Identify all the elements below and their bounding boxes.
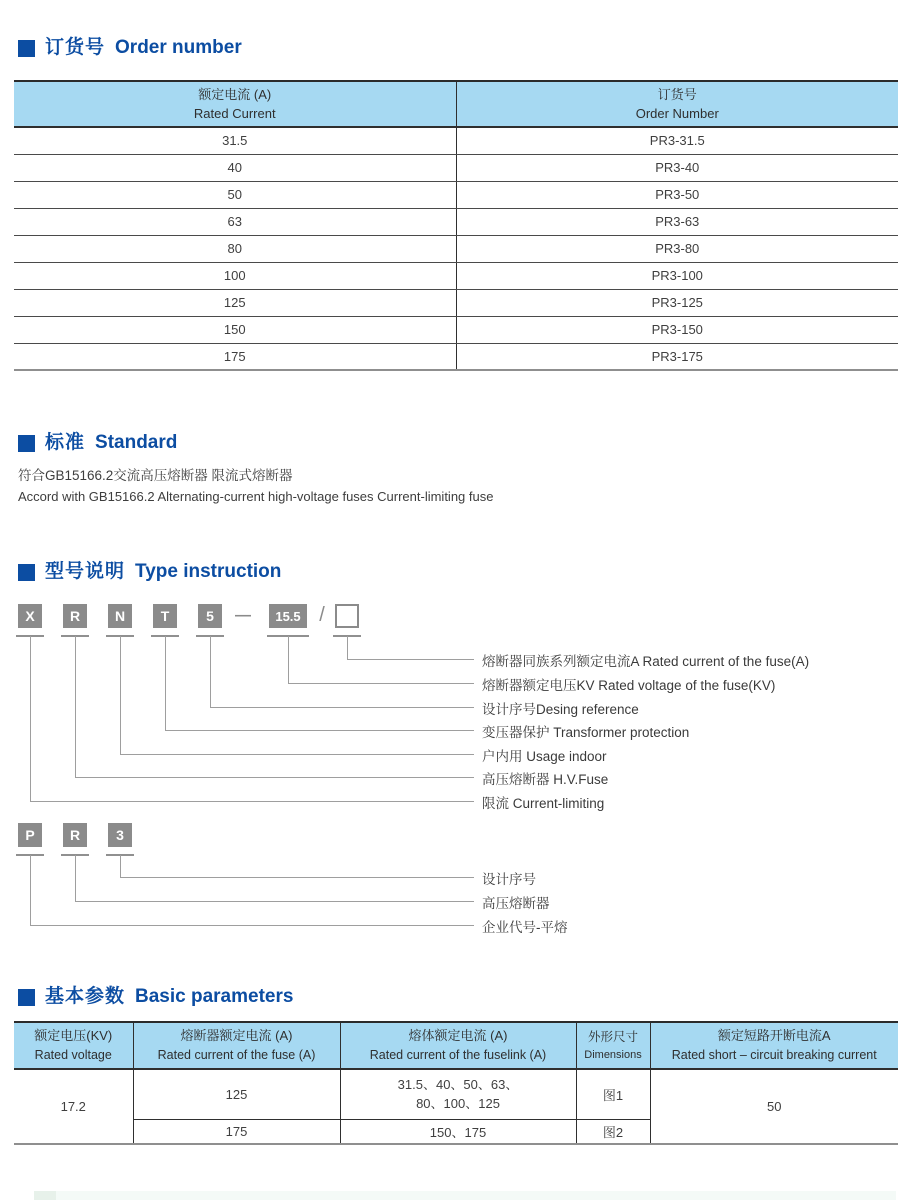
basic-parameters-table (14, 1021, 898, 1145)
model-code-box-n: N (108, 604, 132, 628)
header-zh: 熔体额定电流 (A) (408, 1028, 508, 1044)
model-code-box-r: R (63, 604, 87, 628)
table-row (14, 181, 898, 208)
table-row (14, 208, 898, 235)
type-section-heading (18, 560, 281, 584)
header-en: Rated short – circuit breaking current (671, 1047, 877, 1062)
next-section-strip (34, 1191, 896, 1200)
type-label-transformer: 变压器保护 Transformer protection (482, 725, 690, 740)
type2-label-company-code: 企业代号-平熔 (482, 920, 568, 935)
fuselink-current-cell: 150、175 (340, 1119, 576, 1144)
table-row (14, 316, 898, 343)
rated-current-cell: 63 (14, 208, 456, 235)
fuse-current-cell: 125 (133, 1069, 340, 1119)
table-row (14, 1069, 898, 1119)
standard-title-en: Standard (95, 432, 178, 453)
heading-square-icon (18, 564, 35, 581)
fuselink-line1: 31.5、40、50、63、 (397, 1076, 519, 1092)
model-code-box-x: X (18, 604, 42, 628)
header-breaking-current (650, 1022, 898, 1069)
model-code-box-t: T (153, 604, 177, 628)
header-fuse-current (133, 1022, 340, 1069)
header-en: Dimensions (584, 1048, 642, 1061)
standard-section-heading (18, 431, 177, 455)
header-zh: 额定短路开断电流A (717, 1028, 831, 1044)
type2-label-hv-fuse: 高压熔断器 (482, 896, 550, 911)
order-number-cell: PR3-125 (456, 289, 898, 316)
table-row (14, 262, 898, 289)
rated-current-cell: 80 (14, 235, 456, 262)
header-en: Rated current of the fuse (A) (157, 1047, 316, 1062)
header-en: Rated voltage (34, 1047, 112, 1062)
header-zh: 额定电压(KV) (34, 1028, 113, 1044)
next-section-strip-edge (34, 1191, 56, 1200)
rated-current-cell: 40 (14, 154, 456, 181)
table-row (14, 343, 898, 370)
header-dimensions (576, 1022, 650, 1069)
header-order-zh: 订货号 (657, 86, 697, 102)
rated-current-cell: 100 (14, 262, 456, 289)
table-row (14, 289, 898, 316)
type-label-usage-indoor: 户内用 Usage indoor (482, 749, 607, 764)
order-number-cell: PR3-80 (456, 235, 898, 262)
rated-current-cell: 50 (14, 181, 456, 208)
type2-label-design-ref: 设计序号 (482, 872, 536, 887)
model-code-box-p: P (18, 823, 42, 847)
header-fuselink-current (340, 1022, 576, 1069)
fuselink-line2: 80、100、125 (416, 1096, 500, 1112)
order-number-cell: PR3-150 (456, 316, 898, 343)
order-table-header-row (14, 81, 898, 127)
basic-title-en: Basic parameters (135, 986, 294, 1007)
order-number-cell: PR3-40 (456, 154, 898, 181)
heading-square-icon (18, 435, 35, 452)
rated-voltage-cell: 17.2 (60, 1099, 86, 1114)
model-code-box-r2: R (63, 823, 87, 847)
order-number-cell: PR3-50 (456, 181, 898, 208)
order-number-cell: PR3-175 (456, 343, 898, 370)
header-en: Rated current of the fuselink (A) (369, 1047, 547, 1062)
standard-text-en: Accord with GB15166.2 Alternating-current high-voltage fuses Current-limiting fuse (18, 489, 494, 504)
basic-section-heading (18, 985, 293, 1009)
table-row (14, 154, 898, 181)
type-label-rated-current: 熔断器同族系列额定电流A Rated current of the fuse(A) (482, 654, 810, 669)
header-current-en: Rated Current (193, 106, 276, 121)
order-title-en: Order number (115, 37, 242, 58)
order-table-header-current (14, 81, 456, 127)
order-section-heading (18, 36, 242, 60)
standard-text-zh: 符合GB15166.2交流高压熔断器 限流式熔断器 (18, 468, 293, 483)
table-row (14, 127, 898, 154)
standard-title-zh: 标准 (45, 432, 86, 453)
header-current-zh: 额定电流 (A) (198, 86, 272, 102)
type-label-current-limiting: 限流 Current-limiting (482, 796, 605, 811)
header-rated-voltage (14, 1022, 133, 1069)
rated-current-cell: 150 (14, 316, 456, 343)
model-code-box-3: 3 (108, 823, 132, 847)
connector-line (30, 636, 474, 802)
model-code-box-5: 5 (198, 604, 222, 628)
model-code-box-voltage: 15.5 (269, 604, 307, 628)
fuselink-current-cell (340, 1069, 576, 1119)
table-row (14, 235, 898, 262)
header-order-en: Order Number (635, 106, 719, 121)
type-title-zh: 型号说明 (45, 561, 126, 582)
header-zh: 熔断器额定电流 (A) (180, 1028, 293, 1044)
heading-square-icon (18, 989, 35, 1006)
type-label-rated-voltage: 熔断器额定电压KV Rated voltage of the fuse(KV) (482, 678, 776, 693)
type-title-en: Type instruction (135, 561, 282, 582)
breaking-current-cell: 50 (650, 1069, 898, 1144)
basic-table-header-row (14, 1022, 898, 1069)
order-title-zh: 订货号 (45, 37, 106, 58)
dash-separator: — (235, 607, 251, 624)
rated-current-cell: 175 (14, 343, 456, 370)
rated-current-cell: 31.5 (14, 127, 456, 154)
type-label-hv-fuse: 高压熔断器 H.V.Fuse (482, 772, 609, 787)
slash-separator: / (319, 603, 325, 626)
order-table-header-order (456, 81, 898, 127)
dimension-cell: 图1 (576, 1069, 650, 1119)
order-number-cell: PR3-31.5 (456, 127, 898, 154)
dimension-cell: 图2 (576, 1119, 650, 1144)
order-number-cell: PR3-100 (456, 262, 898, 289)
fuse-current-cell: 175 (133, 1119, 340, 1144)
connector-line (30, 855, 474, 926)
order-number-cell: PR3-63 (456, 208, 898, 235)
basic-title-zh: 基本参数 (45, 986, 126, 1007)
order-number-table (14, 80, 898, 371)
model-code-box-empty (335, 604, 359, 628)
header-zh: 外形尺寸 (587, 1029, 638, 1044)
heading-square-icon (18, 40, 35, 57)
rated-current-cell: 125 (14, 289, 456, 316)
type-label-design-ref: 设计序号Desing reference (482, 702, 639, 717)
